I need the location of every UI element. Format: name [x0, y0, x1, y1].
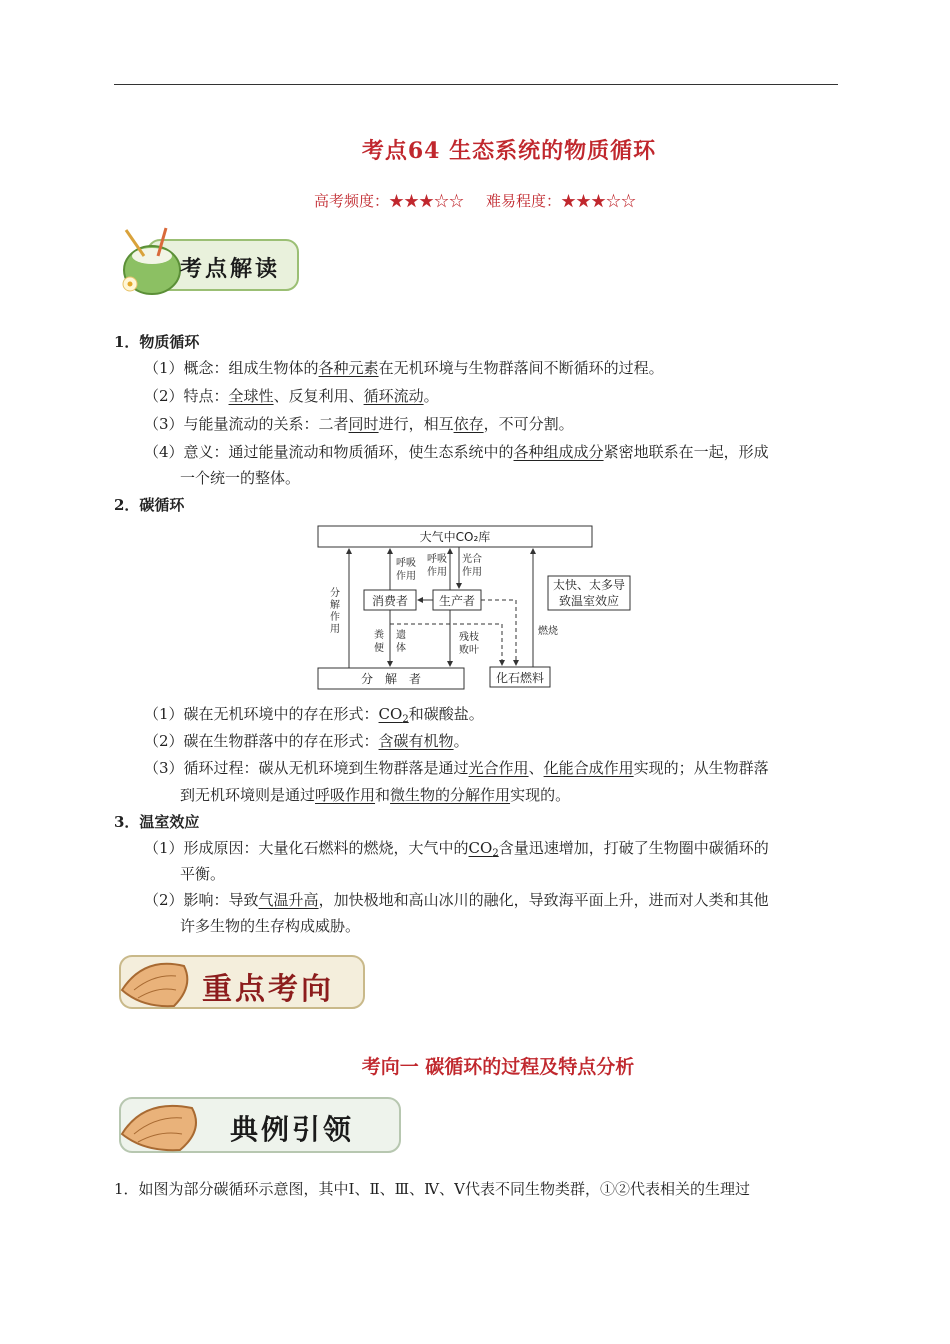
banner-3-text: 典例引领 — [230, 1113, 355, 1146]
s3-item-1-cont: 平衡。 — [180, 865, 226, 883]
s2-heading: 2．碳循环 — [114, 496, 185, 514]
s2-item-3-cont: 到无机环境则是通过呼吸作用和微生物的分解作用实现的。 — [180, 786, 571, 804]
banner-dianli-yinling — [114, 1088, 404, 1160]
s3-item-2: （2）影响：导致气温升高，加快极地和高山冰川的融化，导致海平面上升，进而对人类和其他 — [144, 891, 769, 909]
banner-2-text: 重点考向 — [202, 972, 334, 1007]
s1-item-3: （3）与能量流动的关系：二者同时进行，相互依存，不可分割。 — [144, 415, 574, 433]
banner-zhongdian-kaoxiang — [114, 946, 368, 1016]
s2-item-1: （1）碳在无机环境中的存在形式：$CO_2$和碳酸盐。 — [144, 705, 484, 725]
decomposer-label: 分 解 者 — [360, 672, 422, 686]
greenhouse-label-1: 太快、太多导 — [552, 578, 626, 592]
consumer-label: 消费者 — [371, 594, 409, 608]
decomp-char: 用 — [330, 624, 340, 635]
litter-label: 残枝 — [459, 632, 479, 643]
resp2-label: 作用 — [427, 567, 447, 578]
resp1-label: 呼吸 — [396, 558, 416, 569]
difficulty-level: 难易程度：★★★☆☆ — [486, 192, 637, 210]
banner-1-text: 考点解读 — [180, 257, 281, 282]
s3-item-2-cont: 许多生物的生存构成威胁。 — [180, 917, 361, 935]
remains-label: 遗 — [396, 630, 406, 641]
s1-item-4-cont: 一个统一的整体。 — [180, 469, 301, 487]
header-rule — [114, 84, 838, 85]
decomp-char: 分 — [330, 588, 340, 599]
resp1-label: 作用 — [396, 571, 416, 582]
burn-label: 燃烧 — [538, 626, 558, 637]
section-title: 考向一 碳循环的过程及特点分析 — [361, 1056, 635, 1078]
resp2-label: 呼吸 — [427, 554, 447, 565]
fossil-label: 化石燃料 — [495, 671, 545, 685]
atmo-label: 大气中CO₂库 — [419, 530, 491, 544]
s1-item-2: （2）特点：全球性、反复利用、循环流动。 — [144, 387, 439, 405]
page-title: 考点64 生态系统的物质循环 — [361, 138, 657, 164]
s1-item-1: （1）概念：组成生物体的各种元素在无机环境与生物群落间不断循环的过程。 — [144, 359, 664, 377]
banner-kaodian-jiedu — [114, 226, 300, 298]
frequency-line — [0, 190, 950, 211]
s3-item-1: （1）形成原因：大量化石燃料的燃烧，大气中的$CO_2$含量迅速增加，打破了生物圈中碳循环的 — [144, 839, 769, 859]
litter-label: 败叶 — [459, 645, 479, 656]
s2-item-2: （2）碳在生物群落中的存在形式：含碳有机物。 — [144, 732, 469, 750]
s1-item-4: （4）意义：通过能量流动和物质循环，使生态系统中的各种组成成分紧密地联系在一起，形成 — [144, 443, 769, 461]
photo-label: 光合 — [462, 554, 482, 565]
decomp-char: 解 — [330, 600, 340, 611]
producer-label: 生产者 — [438, 594, 476, 608]
question-1: 1．如图为部分碳循环示意图，其中Ⅰ、Ⅱ、Ⅲ、Ⅳ、Ⅴ代表不同生物类群，①②代表相关的生理过 — [114, 1180, 750, 1198]
greenhouse-label-2: 致温室效应 — [558, 594, 620, 608]
carbon-cycle-diagram — [316, 524, 636, 694]
s2-item-3: （3）循环过程：碳从无机环境到生物群落是通过光合作用、化能合成作用实现的；从生物群落 — [144, 759, 769, 777]
decomp-char: 作 — [330, 612, 340, 623]
s1-heading: 1．物质循环 — [114, 333, 200, 351]
gaokao-frequency: 高考频度：★★★☆☆ — [313, 192, 464, 210]
feces-label: 便 — [374, 643, 384, 654]
remains-label: 体 — [396, 643, 406, 654]
photo-label: 作用 — [462, 567, 482, 578]
feces-label: 粪 — [374, 630, 384, 641]
s3-heading: 3．温室效应 — [114, 813, 200, 831]
